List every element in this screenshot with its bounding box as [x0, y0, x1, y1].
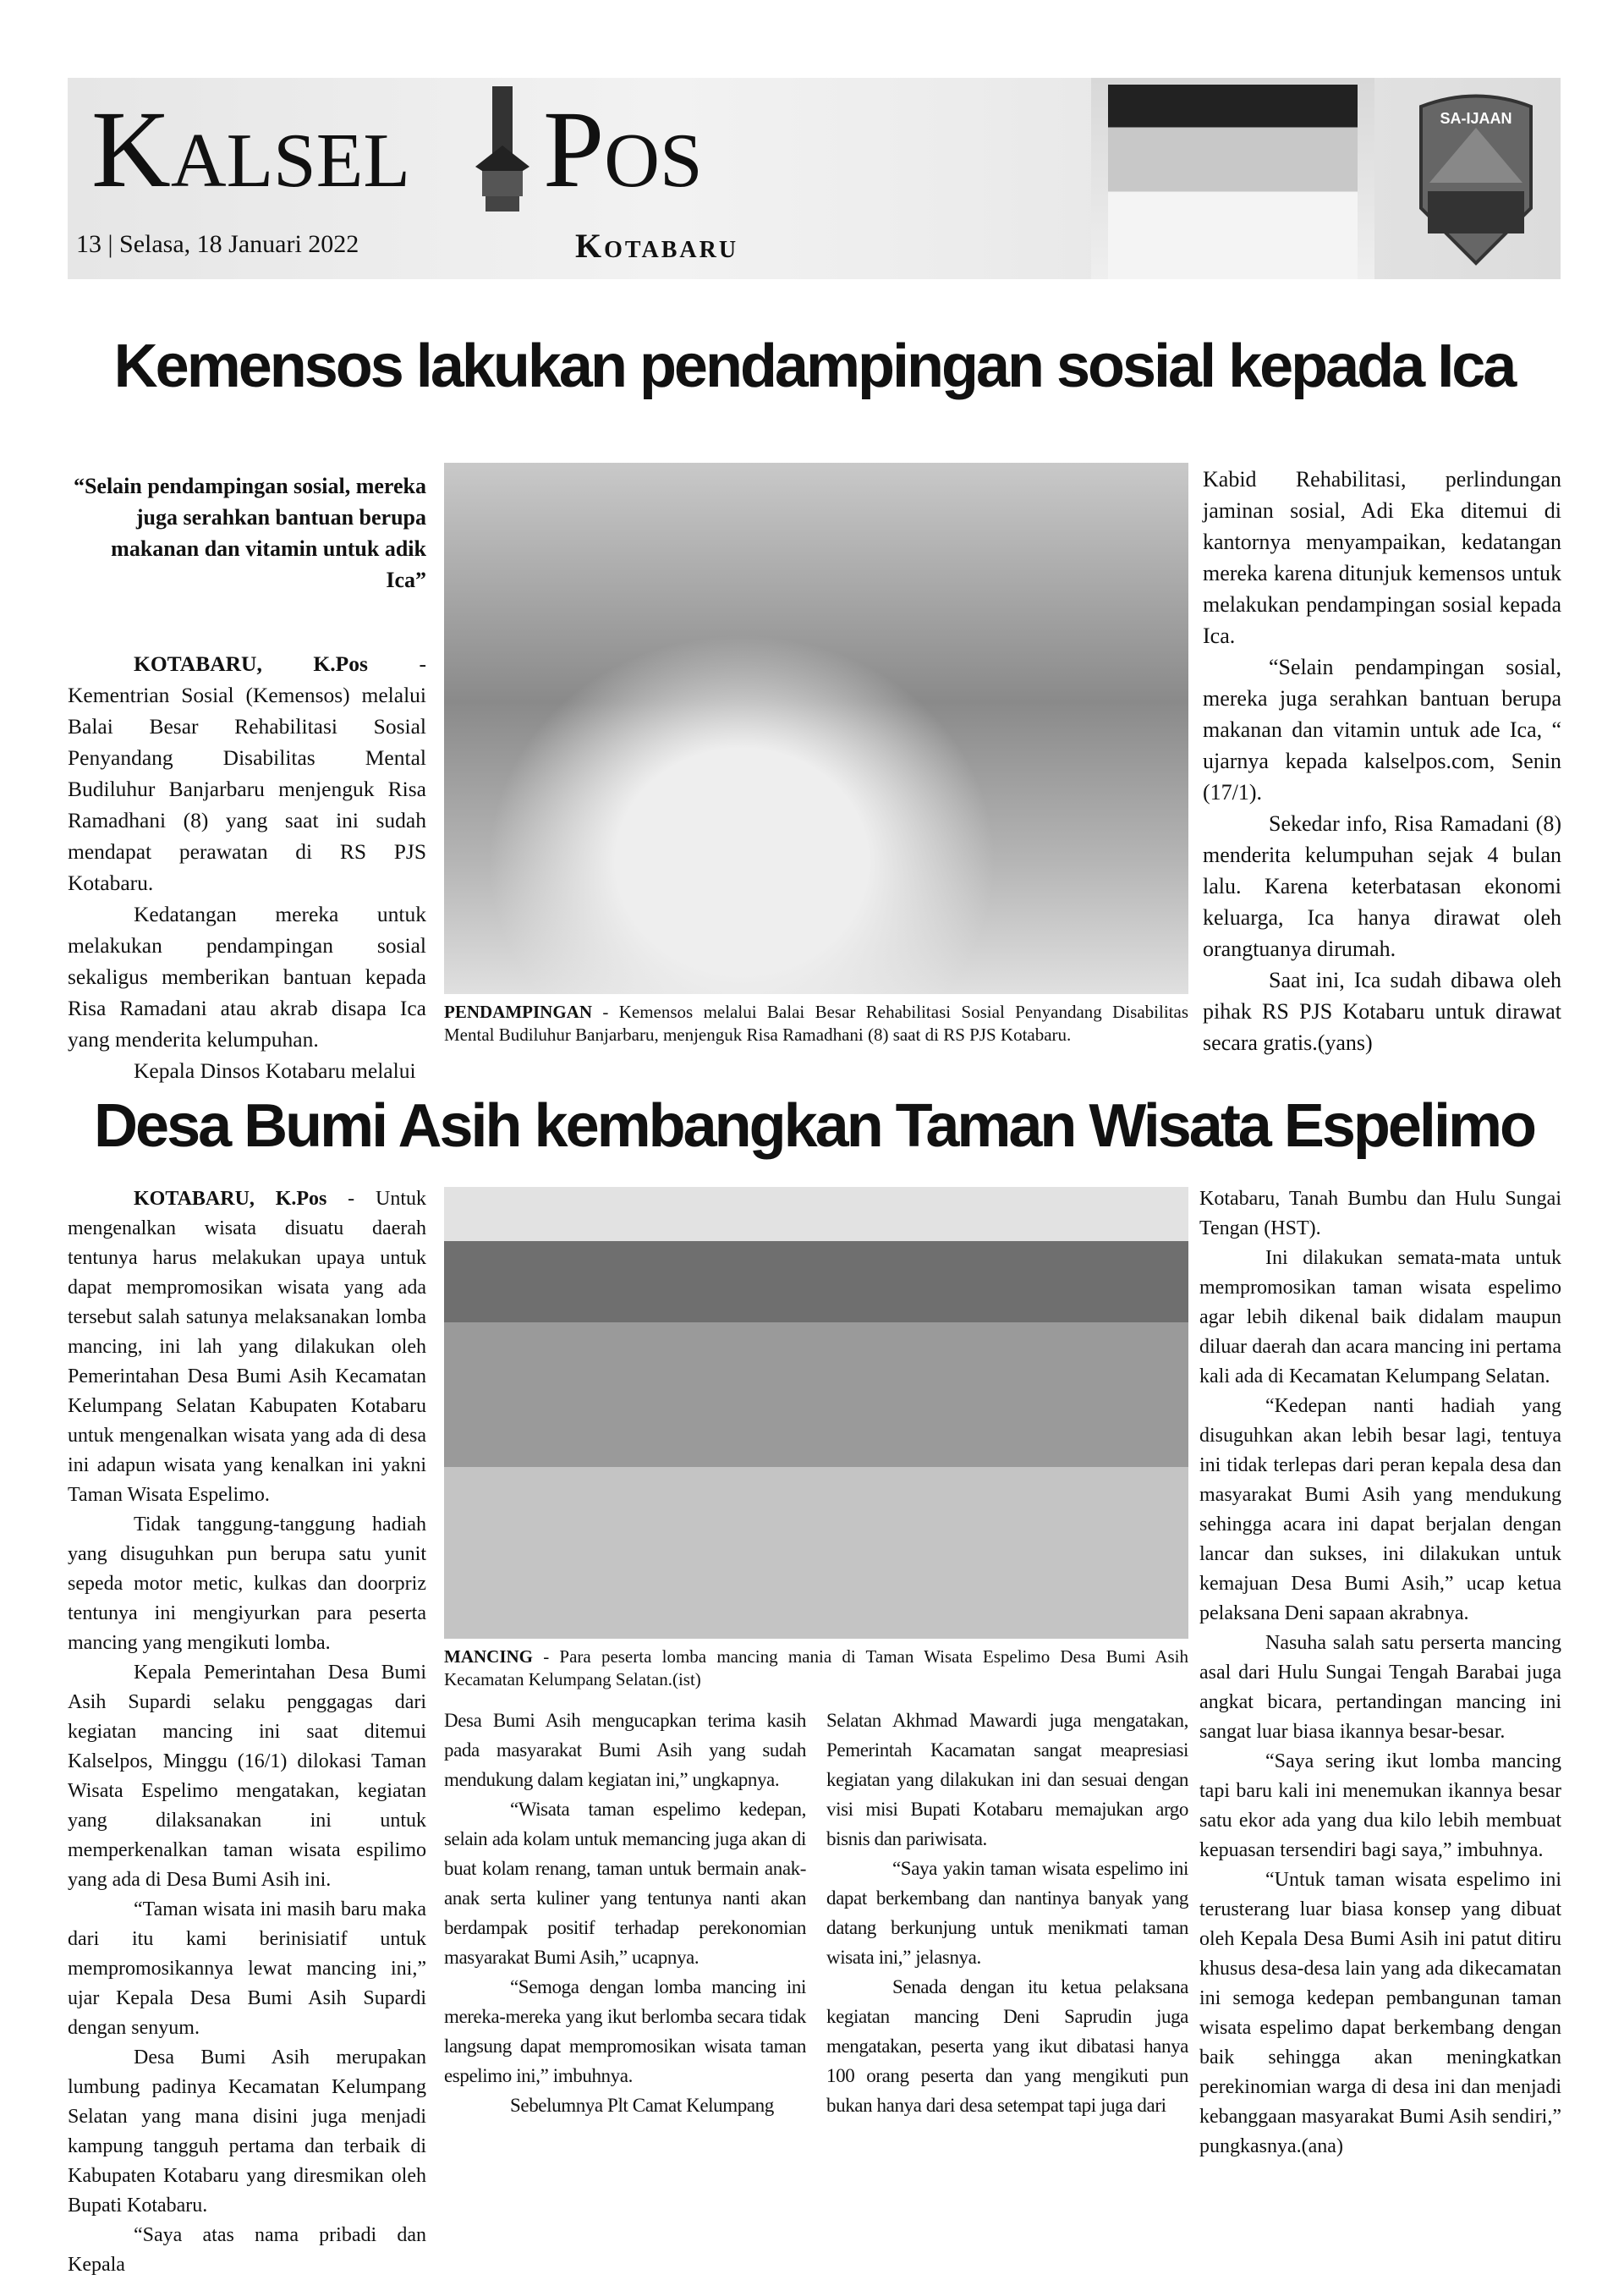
paragraph: Kedatangan mereka untuk melakukan pendampingan sosial sekaligus memberikan bantuan kepada Risa Ramadani atau akrab disapa Ica yang menderita kelumpuhan.	[68, 902, 426, 1052]
paragraph: Selatan Akhmad Mawardi juga mengatakan, Pemerintah Kacamatan sangat meapresiasi kegiatan yang dilakukan ini dan sesuai dengan visi misi Bupati Kotabaru memajukan argo bisnis dan pariwisata.	[826, 1710, 1188, 1849]
issue-date: Selasa, 18 Januari 2022	[119, 230, 359, 258]
kotabaru-emblem-icon	[1413, 90, 1539, 267]
paragraph: KOTABARU, K.Pos - Kementrian Sosial (Kemensos) melalui Balai Besar Rehabilitasi Sosial Penyandang Disabilitas Mental Budiluhur Banjarbaru menjenguk Risa Ramadhani (8) yang saat ini sudah mendapat perawatan di RS PJS Kotabaru.	[68, 651, 426, 895]
paragraph: Ini dilakukan semata-mata untuk mempromosikan taman wisata espelimo agar lebih dikenal baik didalam maupun diluar daerah dan acara mancing ini pertama kali ada di Kecamatan Kelumpang Selatan.	[1199, 1247, 1561, 1387]
fishing-competition-photo	[444, 1187, 1188, 1639]
paragraph: Kepala Dinsos Kotabaru melalui	[134, 1058, 416, 1083]
paragraph: Sekedar info, Risa Ramadani (8) menderita kelumpuhan sejak 4 bulan lalu. Karena keterbatasan ekonomi keluarga, Ica hanya dirawat oleh orangtuanya dirumah.	[1203, 811, 1561, 961]
page-date: 13 | Selasa, 18 Januari 2022	[76, 230, 359, 258]
official-portrait	[1108, 85, 1235, 279]
pull-quote: “Selain pendampingan sosial, mereka juga serahkan bantuan berupa makanan dan vitamin untuk adik Ica”	[73, 474, 426, 592]
paragraph: “Wisata taman espelimo kedepan, selain ada kolam untuk memancing juga akan di buat kolam renang, taman untuk bermain anak-anak serta kuliner yang tentunya nanti akan berdampak positif terhadap perekonomian masyarakat Bumi Asih,” ucapnya.	[444, 1799, 806, 1968]
paragraph: Desa Bumi Asih mengucapkan terima kasih pada masyarakat Bumi Asih yang sudah mendukung dalam kegiatan ini,” ungkapnya.	[444, 1710, 806, 1790]
paragraph: Senada dengan itu ketua pelaksana kegiatan mancing Deni Saprudin juga mengatakan, peserta yang ikut dibatasi hanya 100 orang peserta dan yang mengikuti pun bukan hanya dari desa setempat tapi juga dari	[826, 1976, 1188, 2116]
paragraph: KOTABARU, K.Pos - Untuk mengenalkan wisata disuatu daerah tentunya harus melakukan upaya untuk dapat mempromosikan wisata yang ada tersebut salah satunya melaksanakan lomba mancing, ini lah yang dilakukan oleh Pemerintahan Desa Bumi Asih Kecamatan Kelumpang Selatan Kabupaten Kotabaru untuk mengenalkan wisata yang ada di desa ini adapun wisata yang kenalkan ini yakni Taman Wisata Espelimo.	[68, 1188, 426, 1506]
paragraph: Saat ini, Ica sudah dibawa oleh pihak RS PJS Kotabaru untuk dirawat secara gratis.(yans)	[1203, 968, 1561, 1055]
rumah-adat-logo-icon	[472, 86, 533, 213]
section-name: Kotabaru	[575, 227, 739, 265]
official-portrait	[1231, 85, 1358, 279]
article-column	[826, 1706, 1188, 2120]
hospital-visit-photo	[444, 463, 1188, 994]
paragraph: “Saya yakin taman wisata espelimo ini dapat berkembang dan nantinya banyak yang datang berkunjung untuk menikmati taman wisata ini,” jelasnya.	[826, 1858, 1188, 1968]
masthead	[68, 78, 1561, 279]
paragraph: Sebelumnya Plt Camat Kelumpang	[510, 2095, 774, 2116]
paragraph: Kabid Rehabilitasi, perlindungan jaminan sosial, Adi Eka ditemui di kantornya menyampaikan, kedatangan mereka karena ditunjuk kemensos untuk melakukan pendampingan sosial kepada Ica.	[1203, 467, 1561, 648]
paragraph: “Selain pendampingan sosial, mereka juga serahkan bantuan berupa makanan dan vitamin untuk ade Ica, “ ujarnya kepada kalselpos.com, Senin (17/1).	[1203, 655, 1561, 805]
paragraph: “Semoga dengan lomba mancing ini mereka-mereka yang ikut berlomba secara tidak langsung dapat mempromosikan wisata taman espelimo ini,” imbuhnya.	[444, 1976, 806, 2086]
paragraph: Nasuha salah satu perserta mancing asal dari Hulu Sungai Tengah Barabai juga angkat bicara, pertandingan mancing ini sangat luar biasa ikannya besar-besar.	[1199, 1632, 1561, 1743]
paragraph: “Saya sering ikut lomba mancing tapi baru kali ini menemukan ikannya besar satu ekor ada yang dua kilo lebih membuat kepuasan tersendiri bagi saya,” imbuhnya.	[1199, 1750, 1561, 1861]
paragraph: Desa Bumi Asih merupakan lumbung padinya Kecamatan Kelumpang Selatan yang mana disini juga menjadi kampung tangguh pertama dan terbaik di Kabupaten Kotabaru yang diresmikan oleh Bupati Kotabaru.	[68, 2047, 426, 2217]
article-column	[1199, 1184, 1561, 2162]
photo-caption: PENDAMPINGAN - Kemensos melalui Balai Besar Rehabilitasi Sosial Penyandang Disabilitas Mental Budiluhur Banjarbaru, menjenguk Risa Ramadhani (8) saat di RS PJS Kotabaru.	[444, 1002, 1188, 1045]
paragraph: “Saya atas nama pribadi dan Kepala	[68, 2224, 426, 2276]
brand-name-right: Pos	[543, 89, 703, 211]
paragraph: Tidak tanggung-tanggung hadiah yang disuguhkan pun berupa satu yunit sepeda motor metic, kulkas dan doorpriz tentunya ini mengiyurkan para peserta mancing yang mengikuti lomba.	[68, 1514, 426, 1654]
article-column	[1203, 464, 1561, 1058]
dateline: KOTABARU, K.Pos	[134, 1188, 327, 1210]
dateline: KOTABARU, K.Pos	[134, 651, 368, 676]
article-column	[68, 648, 426, 1086]
article-column	[68, 1184, 426, 2280]
paragraph: “Taman wisata ini masih baru maka dari itu kami berinisiatif untuk mempromosikannya lewat mancing ini,” ujar Kepala Desa Bumi Asih Supardi dengan senyum.	[68, 1898, 426, 2039]
article-column	[444, 1706, 806, 2120]
photo-caption: MANCING - Para peserta lomba mancing mania di Taman Wisata Espelimo Desa Bumi Asih Kecamatan Kelumpang Selatan.(ist)	[444, 1646, 1188, 1689]
paragraph: Kotabaru, Tanah Bumbu dan Hulu Sungai Tengan (HST).	[1199, 1188, 1561, 1239]
headline: Desa Bumi Asih kembangkan Taman Wisata Espelimo	[94, 1092, 1534, 1160]
paragraph: “Kedepan nanti hadiah yang disuguhkan akan lebih besar lagi, tentuya ini tidak terlepas dari peran kepala desa dan masyarakat Bumi Asih yang mendukung sehingga acara ini dapat berjalan dengan lancar dan sukses, ini dilakukan untuk kemajuan Desa Bumi Asih,” ucap ketua pelaksana Deni sapaan akrabnya.	[1199, 1395, 1561, 1624]
brand-name-left: Kalsel	[91, 89, 410, 211]
headline: Kemensos lakukan pendampingan sosial kepada Ica	[113, 332, 1515, 400]
page-number: 13	[76, 230, 102, 258]
officials-photo	[1091, 78, 1374, 279]
paragraph: Kepala Pemerintahan Desa Bumi Asih Supardi selaku penggagas dari kegiatan mancing ini saat ditemui Kalselpos, Minggu (16/1) dilokasi Taman Wisata Espelimo mengatakan, kegiatan yang dilaksanakan ini untuk memperkenalkan taman wisata espilimo yang ada di Desa Bumi Asih ini.	[68, 1662, 426, 1891]
paragraph: “Untuk taman wisata espelimo ini terusterang luar biasa konsep yang dibuat oleh Kepala Desa Bumi Asih ini patut ditiru khusus desa-desa lain yang ada dikecamatan ini semoga kedepan pembangunan taman wisata espelimo dapat berkembang dengan baik sehingga akan meningkatkan perekinomian warga di desa ini dan menjadi kebanggaan masyarakat Bumi Asih sendiri,” pungkasnya.(ana)	[1199, 1869, 1561, 2157]
svg-text:SA-IJAAN: SA-IJAAN	[1440, 110, 1512, 127]
